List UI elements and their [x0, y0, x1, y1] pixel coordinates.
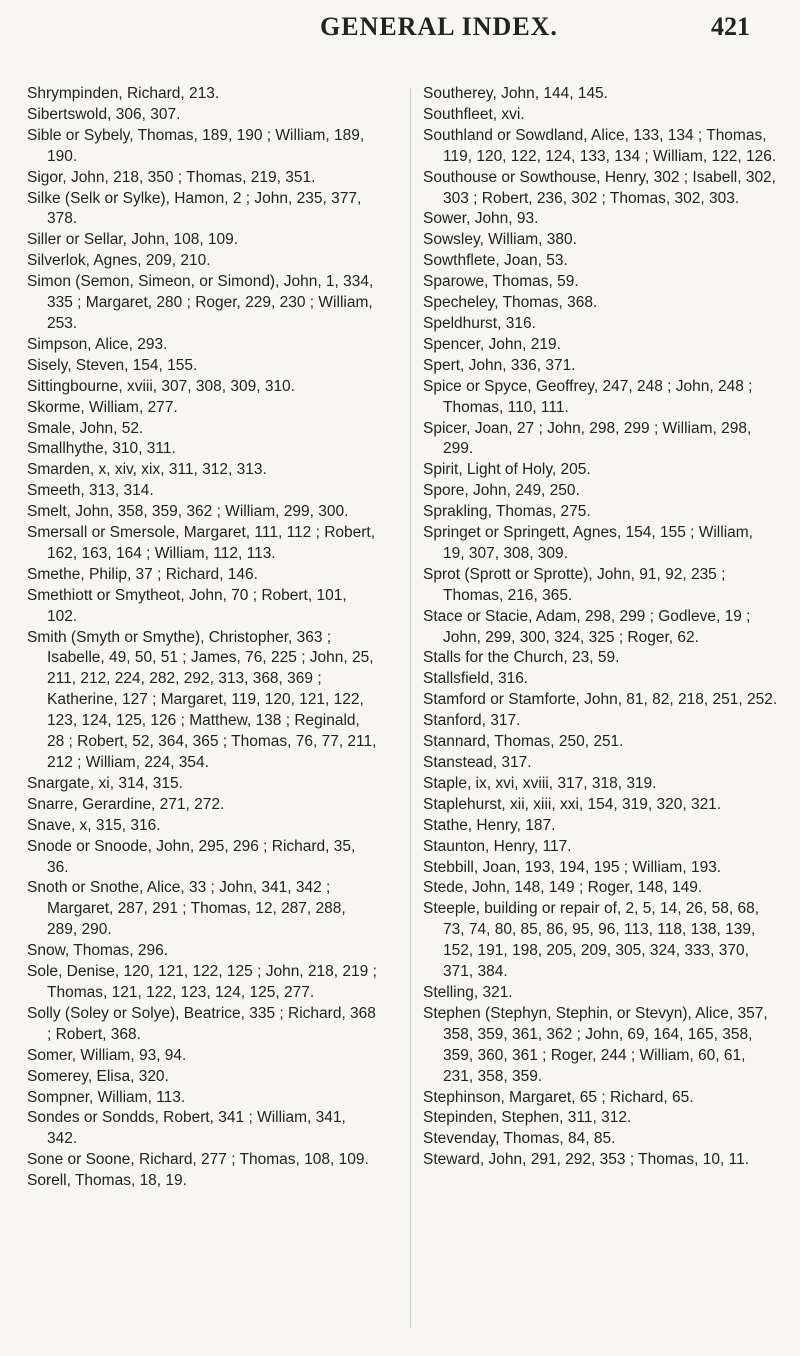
index-entry: Sibertswold, 306, 307. [27, 105, 181, 123]
index-entry: Stathe, Henry, 187. [423, 816, 556, 834]
index-entry: Stallsfield, 316. [423, 670, 529, 688]
index-entry: Simon (Semon, Simeon, or Simond), John, 1, 334, 335 ; Margaret, 280 ; Roger, 229, 230 ; William, 253. [27, 273, 374, 332]
index-entry: Stace or Stacie, Adam, 298, 299 ; Godleve, 19 ; John, 299, 300, 324, 325 ; Roger, 62. [423, 607, 751, 646]
index-entry: Sorell, Thomas, 18, 19. [27, 1172, 187, 1190]
index-entry: Steeple, building or repair of, 2, 5, 14, 26, 58, 68, 73, 74, 80, 85, 86, 95, 96, 113, 118, 138, 139, 152, 191, 198, 205, 209, 305, 324, 333, 370, 371, 384. [423, 900, 760, 981]
index-entry: Stanford, 317. [423, 712, 521, 730]
index-entry: Silke (Selk or Sylke), Hamon, 2 ; John, 235, 377, 378. [27, 189, 362, 228]
index-entry: Staunton, Henry, 117. [423, 837, 572, 855]
index-entry: Steward, John, 291, 292, 353 ; Thomas, 10, 11. [423, 1151, 749, 1169]
index-entry: Snow, Thomas, 296. [27, 942, 169, 960]
index-entry: Stalls for the Church, 23, 59. [423, 649, 620, 667]
index-entry: Simpson, Alice, 293. [27, 335, 168, 353]
index-entry: Snargate, xi, 314, 315. [27, 774, 183, 792]
index-entry: Snode or Snoode, John, 295, 296 ; Richard, 35, 36. [27, 837, 356, 876]
index-entry: Snoth or Snothe, Alice, 33 ; John, 341, 342 ; Margaret, 287, 291 ; Thomas, 12, 287, 288, 289, 290. [27, 879, 346, 939]
index-entry: Staplehurst, xii, xiii, xxi, 154, 319, 320, 321. [423, 795, 722, 813]
index-entry: Stanstead, 317. [423, 754, 532, 771]
index-entry: Sisely, Steven, 154, 155. [27, 356, 198, 374]
index-entry: Somer, William, 93, 94. [27, 1046, 187, 1064]
index-entry: Spore, John, 249, 250. [423, 482, 580, 500]
index-entry: Sittingbourne, xviii, 307, 308, 309, 310. [27, 377, 295, 395]
index-entry: Solly (Soley or Solye), Beatrice, 335 ; Richard, 368 ; Robert, 368. [27, 1004, 376, 1043]
index-entry: Sigor, John, 218, 350 ; Thomas, 219, 351. [27, 168, 316, 186]
index-entry: Stannard, Thomas, 250, 251. [423, 733, 624, 751]
index-entry: Snave, x, 315, 316. [27, 816, 161, 834]
index-entry: Shrympinden, Richard, 213. [27, 85, 220, 102]
index-entry: Smeeth, 313, 314. [27, 482, 154, 500]
index-entry: Stebbill, Joan, 193, 194, 195 ; William, 193. [423, 858, 722, 876]
index-entry: Southerey, John, 144, 145. [423, 85, 608, 102]
page-title: GENERAL INDEX. [320, 12, 558, 41]
index-entry: Specheley, Thomas, 368. [423, 294, 598, 312]
index-entry: Sompner, William, 113. [27, 1088, 186, 1106]
index-entry: Sowthflete, Joan, 53. [423, 252, 568, 270]
index-entry: Smarden, x, xiv, xix, 311, 312, 313. [27, 461, 267, 479]
index-entry: Smale, John, 52. [27, 419, 144, 437]
running-head [0, 12, 800, 56]
index-entry: Sower, John, 93. [423, 210, 539, 228]
index-entry: Sole, Denise, 120, 121, 122, 125 ; John, 218, 219 ; Thomas, 121, 122, 123, 124, 125, 277. [27, 963, 377, 1001]
index-entry: Southfleet, xvi. [423, 105, 525, 123]
index-entry: Spice or Spyce, Geoffrey, 247, 248 ; John, 248 ; Thomas, 110, 111. [423, 377, 753, 416]
index-entry: Stephen (Stephyn, Stephin, or Stevyn), Alice, 357, 358, 359, 361, 362 ; John, 69, 164, 165, 358, 359, 360, 361 ; Roger, 244 ; William, 60, 61, 231, 358, 359. [423, 1004, 768, 1085]
index-entry: Skorme, William, 277. [27, 398, 178, 416]
index-entry: Snarre, Gerardine, 271, 272. [27, 795, 225, 813]
index-entry: Smethe, Philip, 37 ; Richard, 146. [27, 565, 258, 583]
index-entry: Stephinson, Margaret, 65 ; Richard, 65. [423, 1088, 694, 1106]
index-entry: Spirit, Light of Holy, 205. [423, 461, 591, 479]
index-entry: Spencer, John, 219. [423, 335, 561, 353]
index-entry: Silverlok, Agnes, 209, 210. [27, 252, 211, 270]
index-entry: Sible or Sybely, Thomas, 189, 190 ; William, 189, 190. [27, 126, 365, 165]
index-entry: Smith (Smyth or Smythe), Christopher, 363 ; Isabelle, 49, 50, 51 ; James, 76, 225 ; John, 25, 211, 212, 224, 282, 292, 313, 368, 369 ; Katherine, 127 ; Margaret, 119, 120, 121, 122, 123, 124, 125, 126 ; Matthew, 138 ; Reginald, 28 ; Robert, 52, 364, 365 ; Thomas, 76, 77, 211, 212 ; William, 224, 354. [27, 628, 377, 771]
index-entry: Smelt, John, 358, 359, 362 ; William, 299, 300. [27, 503, 349, 521]
right-index-column [423, 84, 778, 1171]
index-entry: Stevenday, Thomas, 84, 85. [423, 1130, 616, 1148]
page-number: 421 [711, 12, 750, 41]
index-entry: Speldhurst, 316. [423, 314, 536, 332]
index-entry: Sprot (Sprott or Sprotte), John, 91, 92, 235 ; Thomas, 216, 365. [423, 565, 726, 604]
index-entry: Sondes or Sondds, Robert, 341 ; William, 341, 342. [27, 1109, 346, 1148]
index-entry: Sparowe, Thomas, 59. [423, 273, 579, 291]
column-divider [410, 88, 411, 1328]
index-entry: Sprakling, Thomas, 275. [423, 503, 591, 521]
index-entry: Smallhythe, 310, 311. [27, 440, 176, 458]
index-entry: Springet or Springett, Agnes, 154, 155 ; William, 19, 307, 308, 309. [423, 524, 753, 562]
index-entry: Stede, John, 148, 149 ; Roger, 148, 149. [423, 879, 703, 897]
left-index-column [27, 84, 379, 1192]
index-entry: Smersall or Smersole, Margaret, 111, 112 ; Robert, 162, 163, 164 ; William, 112, 113. [27, 524, 376, 562]
index-entry: Stepinden, Stephen, 311, 312. [423, 1109, 632, 1127]
index-entry: Sowsley, William, 380. [423, 231, 577, 249]
index-entry: Smethiott or Smytheot, John, 70 ; Robert, 101, 102. [27, 586, 347, 625]
index-entry: Staple, ix, xvi, xviii, 317, 318, 319. [423, 774, 657, 792]
index-entry: Spicer, Joan, 27 ; John, 298, 299 ; William, 298, 299. [423, 419, 752, 458]
index-entry: Sone or Soone, Richard, 277 ; Thomas, 108, 109. [27, 1151, 369, 1169]
index-entry: Southouse or Sowthouse, Henry, 302 ; Isabell, 302, 303 ; Robert, 236, 302 ; Thomas, 302, 303. [423, 168, 776, 207]
index-entry: Southland or Sowdland, Alice, 133, 134 ; Thomas, 119, 120, 122, 124, 133, 134 ; William, 122, 126. [423, 126, 777, 165]
index-entry: Stamford or Stamforte, John, 81, 82, 218, 251, 252. [423, 691, 778, 709]
index-entry: Spert, John, 336, 371. [423, 356, 576, 374]
index-entry: Siller or Sellar, John, 108, 109. [27, 231, 239, 249]
index-entry: Stelling, 321. [423, 983, 513, 1001]
index-entry: Somerey, Elisa, 320. [27, 1067, 169, 1085]
